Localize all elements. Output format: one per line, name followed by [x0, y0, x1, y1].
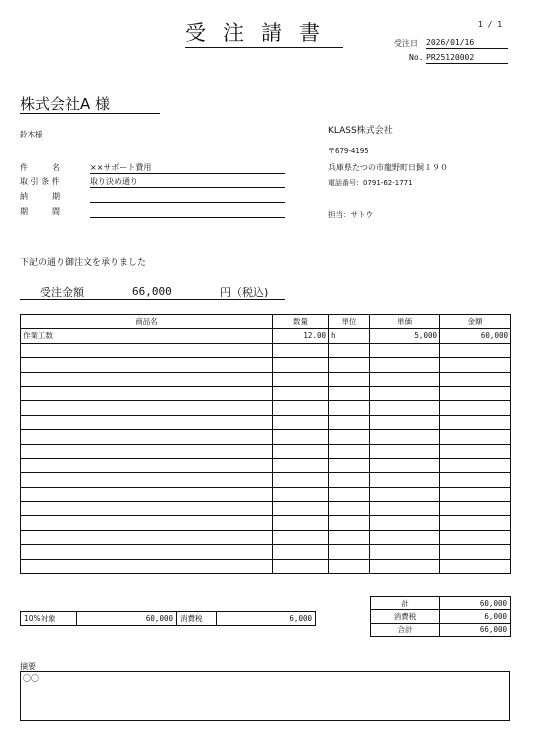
amount-value: 66,000 [132, 285, 172, 298]
table-cell [440, 516, 511, 530]
table-cell [273, 516, 329, 530]
cell-amount: 60,000 [440, 329, 511, 343]
table-cell [440, 386, 511, 400]
tax-rate-label: 10%対象 [21, 612, 77, 626]
table-cell [273, 502, 329, 516]
table-row [21, 401, 511, 415]
col-header-amount: 金額 [440, 315, 511, 329]
field-value: 取り決め通り [90, 176, 285, 188]
table-cell [440, 401, 511, 415]
field-row-terms [20, 176, 285, 188]
table-cell [21, 473, 273, 487]
cell-price: 5,000 [370, 329, 440, 343]
table-cell [440, 415, 511, 429]
table-cell [329, 372, 370, 386]
tax-base: 60,000 [77, 612, 177, 626]
table-cell [370, 473, 440, 487]
order-amount [20, 284, 285, 300]
table-cell [440, 487, 511, 501]
table-cell [440, 372, 511, 386]
col-header-unit: 単位 [329, 315, 370, 329]
customer-contact: 鈴木様 [20, 130, 43, 139]
amount-unit: 円（税込) [220, 286, 269, 299]
table-cell [273, 415, 329, 429]
field-row-subject [20, 162, 285, 174]
table-cell [21, 559, 273, 573]
field-label: 件 名 [20, 163, 60, 172]
table-row [21, 430, 511, 444]
cell-unit: h [329, 329, 370, 343]
table-cell [21, 487, 273, 501]
table-cell [440, 530, 511, 544]
table-row [21, 516, 511, 530]
table-row [21, 444, 511, 458]
table-cell [21, 430, 273, 444]
table-cell [440, 343, 511, 357]
table-cell [329, 559, 370, 573]
field-value [90, 191, 285, 203]
memo-text: 〇〇 [23, 674, 39, 683]
table-cell [329, 444, 370, 458]
table-cell [370, 545, 440, 559]
table-cell [329, 401, 370, 415]
table-cell [440, 559, 511, 573]
table-cell [273, 358, 329, 372]
table-cell [329, 430, 370, 444]
table-cell [21, 386, 273, 400]
field-label: 取 引 条 件 [20, 177, 60, 186]
totals-row-subtotal [371, 597, 511, 610]
document-title: 受注請書 [185, 20, 343, 48]
table-row [21, 343, 511, 357]
page-number: 1 / 1 [478, 20, 503, 29]
field-label: 納 期 [20, 192, 60, 201]
table-cell [370, 530, 440, 544]
field-label: 期 間 [20, 207, 60, 216]
tax-breakdown [20, 611, 316, 626]
field-value [90, 206, 285, 218]
notice-text: 下記の通り御注文を承りました [20, 258, 147, 268]
order-date-label: 受注日 [394, 39, 418, 48]
table-cell [370, 487, 440, 501]
doc-number: PR25120002 [426, 52, 508, 64]
tax-value: 6,000 [217, 612, 316, 626]
field-value: ××サポート費用 [90, 162, 285, 174]
amount-label: 受注金額 [40, 286, 84, 299]
company-name: KLASS株式会社 [328, 126, 393, 136]
table-cell [329, 516, 370, 530]
order-date: 2026/01/16 [426, 37, 508, 49]
table-cell [273, 386, 329, 400]
table-cell [329, 530, 370, 544]
table-cell [273, 430, 329, 444]
table-cell [440, 545, 511, 559]
table-cell [329, 386, 370, 400]
table-cell [329, 487, 370, 501]
table-cell [273, 458, 329, 472]
table-cell [370, 559, 440, 573]
table-row [21, 502, 511, 516]
tax-label: 消費税 [177, 612, 217, 626]
table-cell [329, 415, 370, 429]
col-header-price: 単価 [370, 315, 440, 329]
table-cell [273, 444, 329, 458]
table-cell [329, 458, 370, 472]
table-cell [21, 343, 273, 357]
table-cell [21, 530, 273, 544]
table-row [21, 372, 511, 386]
table-row [21, 358, 511, 372]
col-header-qty: 数量 [273, 315, 329, 329]
grand-total-label: 合計 [371, 623, 440, 636]
table-cell [370, 386, 440, 400]
table-cell [370, 430, 440, 444]
table-row [21, 415, 511, 429]
company-person: 担当：サトウ [328, 210, 373, 219]
table-cell [329, 502, 370, 516]
customer-name: 株式会社A 様 [20, 95, 160, 114]
table-row [21, 559, 511, 573]
table-row [21, 386, 511, 400]
totals-row-tax [371, 610, 511, 623]
table-cell [21, 372, 273, 386]
tax-total-value: 6,000 [440, 610, 511, 623]
table-cell [440, 358, 511, 372]
table-cell [440, 473, 511, 487]
subtotal-label: 計 [371, 597, 440, 610]
company-phone: 電話番号：0791-62-1771 [328, 179, 413, 187]
company-postal: 〒679-4195 [328, 147, 369, 155]
cell-product: 作業工数 [21, 329, 273, 343]
table-cell [21, 545, 273, 559]
table-cell [21, 358, 273, 372]
table-cell [370, 458, 440, 472]
table-cell [370, 415, 440, 429]
table-row [21, 545, 511, 559]
table-cell [273, 343, 329, 357]
table-cell [21, 401, 273, 415]
table-cell [440, 458, 511, 472]
table-cell [370, 343, 440, 357]
cell-qty: 12.00 [273, 329, 329, 343]
table-row [21, 473, 511, 487]
table-cell [21, 502, 273, 516]
table-cell [273, 401, 329, 415]
table-cell [370, 401, 440, 415]
table-cell [273, 372, 329, 386]
table-cell [440, 430, 511, 444]
items-header-row [21, 315, 511, 329]
table-cell [21, 415, 273, 429]
table-cell [370, 516, 440, 530]
field-row-delivery [20, 191, 285, 203]
field-row-period [20, 206, 285, 218]
items-table [20, 314, 511, 574]
table-row [21, 487, 511, 501]
table-cell [329, 473, 370, 487]
table-cell [370, 358, 440, 372]
table-row [21, 458, 511, 472]
table-cell [273, 487, 329, 501]
memo-label: 摘要 [20, 662, 36, 671]
doc-number-label: No. [409, 53, 424, 62]
grand-total-value: 66,000 [440, 623, 511, 636]
table-cell [329, 343, 370, 357]
memo-box [20, 671, 510, 721]
table-cell [329, 358, 370, 372]
table-row [21, 530, 511, 544]
table-cell [21, 444, 273, 458]
table-cell [329, 545, 370, 559]
table-cell [21, 516, 273, 530]
company-address: 兵庫県たつの市龍野町日飼１９０ [328, 163, 448, 172]
table-cell [440, 444, 511, 458]
subtotal-value: 60,000 [440, 597, 511, 610]
tax-row [21, 612, 316, 626]
table-cell [370, 372, 440, 386]
totals-table [370, 596, 511, 637]
table-cell [440, 502, 511, 516]
tax-total-label: 消費税 [371, 610, 440, 623]
table-cell [370, 444, 440, 458]
table-cell [273, 473, 329, 487]
col-header-product: 商品名 [21, 315, 273, 329]
table-row [21, 329, 511, 343]
totals-row-grand [371, 623, 511, 636]
table-cell [273, 545, 329, 559]
table-cell [273, 559, 329, 573]
table-cell [273, 530, 329, 544]
table-cell [21, 458, 273, 472]
table-cell [370, 502, 440, 516]
